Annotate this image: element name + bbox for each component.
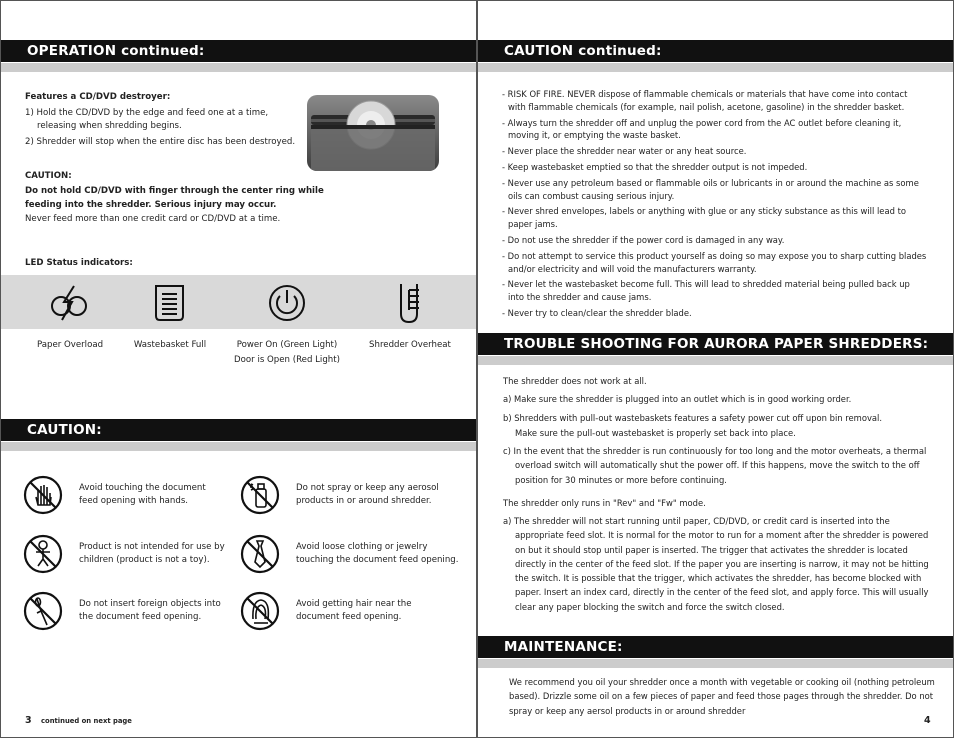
operation-header-title: OPERATION continued:	[27, 43, 205, 59]
list-item: - Never shred envelopes, labels or anything with glue or any sticky substance as this will lead to paper jams.	[502, 206, 906, 230]
list-item: - Keep wastebasket emptied so that the shredder output is not impeded.	[502, 161, 808, 172]
ts-a2-wrap	[503, 514, 938, 614]
cd-caution-bold-1: Do not hold CD/DVD with finger through the center ring while	[25, 186, 324, 196]
caution-continued-underbar	[478, 63, 953, 72]
trouble-header	[478, 333, 953, 355]
caution-header	[1, 419, 476, 441]
no-aerosol-icon	[240, 475, 280, 515]
list-item: - RISK OF FIRE. NEVER dispose of flammable chemicals or materials that have come into contact with flammable chemicals (for example, nail polish, acetone, gasoline) in the shredder basket.	[502, 89, 908, 112]
caution-header-title: CAUTION:	[27, 422, 102, 438]
cd-caution-label: CAUTION:	[25, 171, 72, 181]
caution-item-hands: Avoid touching the document feed opening with hands.	[79, 483, 206, 506]
paper-overload-icon	[48, 282, 90, 324]
page-number-4: 4	[924, 715, 931, 726]
ts-intro-1: The shredder does not work at all.	[503, 376, 647, 386]
list-item: - Never use any petroleum based or flammable oils or lubricants in or around the machine as some oils can combust causing serious injury.	[502, 177, 919, 201]
list-item: - Never place the shredder near water or any heat source.	[502, 146, 747, 157]
page-number-3: 3	[25, 715, 32, 726]
ts-intro-2: The shredder only runs in "Rev" and "Fw" mode.	[503, 498, 706, 508]
cd-step-1-cont: releasing when shredding begins.	[37, 121, 182, 131]
ts-b: b) Shredders with pull-out wastebaskets features a safety power cut off upon bin removal.	[503, 413, 883, 423]
shredder-cd-photo	[307, 95, 439, 171]
list-item: - Do not use the shredder if the power cord is damaged in any way.	[502, 234, 785, 245]
overheat-icon	[389, 282, 431, 324]
wastebasket-full-icon	[149, 282, 191, 324]
maintenance-header	[478, 636, 953, 658]
header-underbar	[1, 63, 476, 72]
ts-a: a) Make sure the shredder is plugged into an outlet which is in good working order.	[503, 394, 852, 404]
list-item: - Never try to clean/clear the shredder blade.	[502, 307, 692, 318]
caution-continued-header	[478, 40, 953, 62]
trouble-underbar	[478, 356, 953, 365]
caution-item-children: Product is not intended for use by children (product is not a toy).	[79, 542, 225, 565]
no-hair-icon	[240, 591, 280, 631]
cd-title: Features a CD/DVD destroyer:	[25, 92, 171, 102]
ts-c-wrap	[503, 444, 938, 487]
list-item: - Always turn the shredder off and unplug the power cord from the AC outlet before cleaning it, moving it, or emptying the waste basket.	[502, 117, 902, 141]
maintenance-text: We recommend you oil your shredder once a month with vegetable or cooking oil (nothing petroleum based). Drizzle some oil on a few pieces of paper and feed those pages through the shredder. Do not spray or keep any aersol products in or around shredder	[509, 677, 935, 716]
list-item: - Never let the wastebasket become full. This will lead to shredded material being pulled back up into the shredder and cause jams.	[502, 279, 910, 303]
led-label-paper-overload: Paper Overload	[36, 340, 104, 350]
ts-a2: a) The shredder will not start running until paper, CD/DVD, or credit card is inserted into the appropriate feed slot. It is normal for the motor to run for a moment after the shredder is powered on but it should stop until paper is inserted. The trigger that activates the shredder is located directly in the center of the feed slot. If the paper you are inserting is narrow, it may not be hitting the switch. It is possible that the trigger, which activates the shredder, has become blocked with paper. Insert an index card, directly in the center of the feed slot, and apply force. This will usually clear any paper blocking the switch and force the switch closed.	[503, 516, 929, 612]
led-title: LED Status indicators:	[25, 258, 133, 268]
maintenance-underbar	[478, 659, 953, 668]
caution-item-foreign-objects: Do not insert foreign objects into the document feed opening.	[79, 599, 221, 622]
no-foreign-objects-icon	[23, 591, 63, 631]
power-icon	[266, 282, 308, 324]
ts-b2: Make sure the pull-out wastebasket is properly set back into place.	[515, 428, 796, 438]
caution-underbar	[1, 442, 476, 451]
caution-continued-title: CAUTION continued:	[504, 43, 662, 59]
operation-header	[1, 40, 476, 62]
cd-caution-bold-2: feeding into the shredder. Serious injury may occur.	[25, 200, 277, 210]
ts-c: c) In the event that the shredder is run continuously for too long and the motor overheats, a thermal overload switch will automatically shut the power off. If this happens, move the switch to the off position for 30 minutes or more before continuing.	[503, 446, 927, 485]
caution-item-hair: Avoid getting hair near the document feed opening.	[296, 599, 412, 622]
caution-list	[502, 88, 927, 323]
cd-step-2: 2) Shredder will stop when the entire disc has been destroyed.	[25, 137, 296, 147]
list-item: - Do not attempt to service this product yourself as doing so may expose you to sharp cutting blades and/or electricity and will void the manufacturers warranty.	[502, 250, 927, 274]
cd-caution-note: Never feed more than one credit card or CD/DVD at a time.	[25, 214, 281, 224]
led-label-door-open: Door is Open (Red Light)	[234, 355, 340, 365]
no-tie-icon	[240, 534, 280, 574]
no-hands-icon	[23, 475, 63, 515]
maintenance-header-title: MAINTENANCE:	[504, 639, 623, 655]
no-children-icon	[23, 534, 63, 574]
led-label-power-on: Power On (Green Light)	[236, 340, 338, 350]
trouble-header-title: TROUBLE SHOOTING FOR AURORA PAPER SHREDDERS:	[504, 336, 929, 352]
caution-item-clothing: Avoid loose clothing or jewelry touching the document feed opening.	[296, 542, 459, 565]
cd-step-1: 1) Hold the CD/DVD by the edge and feed one at a time,	[25, 108, 269, 118]
led-label-wastebasket-full: Wastebasket Full	[133, 340, 207, 350]
continued-note: continued on next page	[41, 717, 132, 725]
led-label-overheat: Shredder Overheat	[369, 340, 451, 350]
caution-item-aerosol: Do not spray or keep any aerosol products in or around shredder.	[296, 483, 439, 506]
